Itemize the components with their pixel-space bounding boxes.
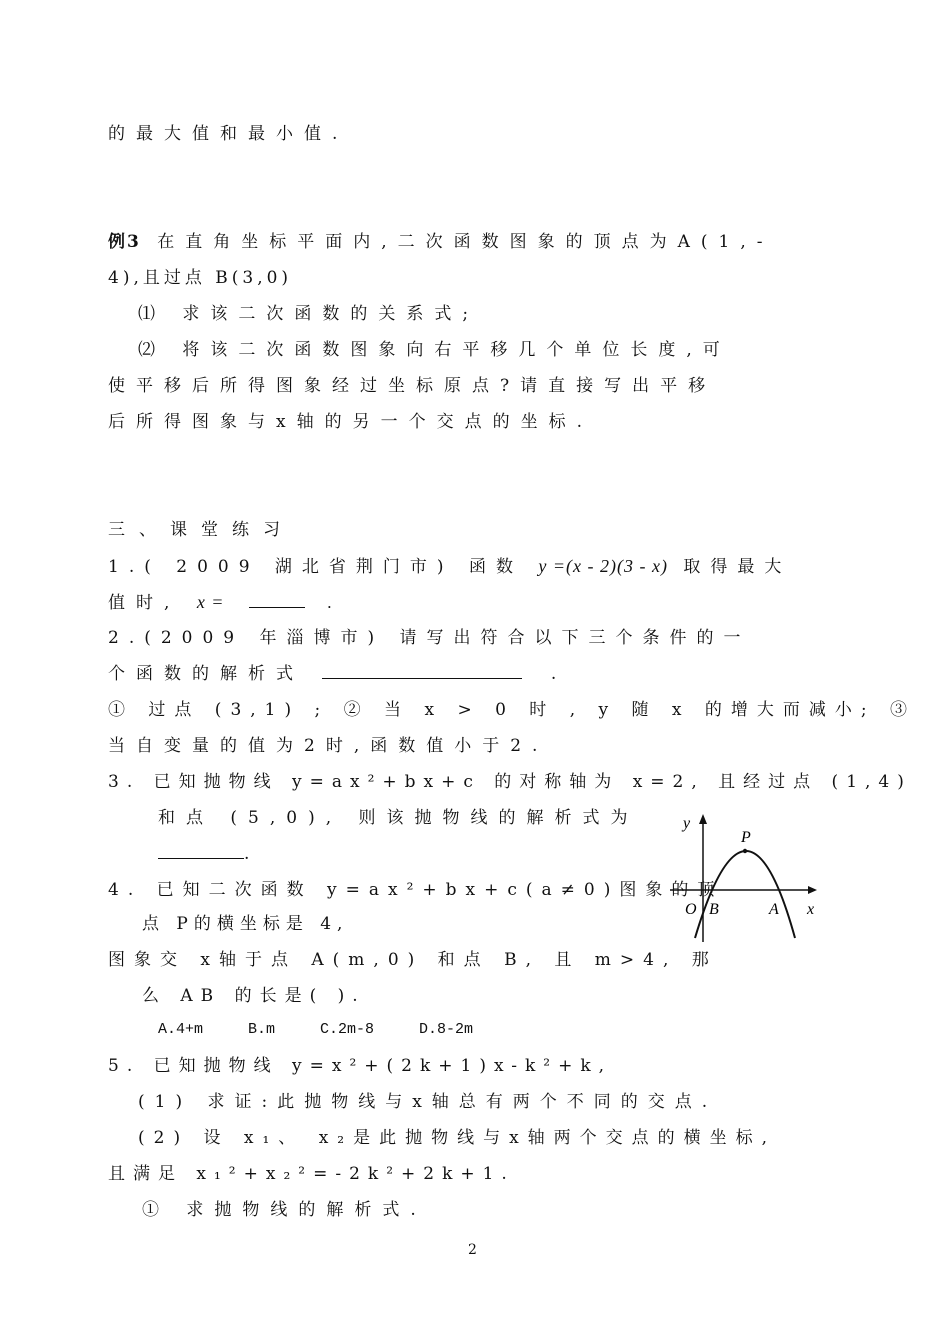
vertex-point xyxy=(743,849,747,853)
example-label: 例3 xyxy=(108,232,141,252)
exercise-4: 4. 已知二次函数 y=ax²+bx+c(a≠0)图象的顶 xyxy=(108,880,724,900)
text-segment: 值时, xyxy=(108,593,181,613)
text-segment: . xyxy=(550,664,568,684)
formula: x = xyxy=(196,592,225,612)
exercise-5: 5. 已知抛物线 y=x²+(2k+1)x-k²+k, xyxy=(108,1056,613,1076)
x-axis-label: x xyxy=(807,901,815,918)
text-line: 且满足 x₁²+x₂²=-2k²+2k+1. xyxy=(108,1164,515,1184)
exercise-2-cont xyxy=(108,664,567,684)
text-line: ⑵ 将该二次函数图象向右平移几个单位长度,可 xyxy=(138,340,731,360)
point-a-label: A xyxy=(769,901,779,918)
exercise-1-cont: 值时, x = . xyxy=(108,592,332,613)
origin-label: O xyxy=(685,901,697,918)
exercise-3: 3. 已知抛物线 y=ax²+bx+c 的对称轴为 x=2, 且经过点 (1,4) xyxy=(108,772,912,792)
text-segment: . xyxy=(244,844,261,864)
point-b-label: B xyxy=(709,901,719,918)
text-segment: 个函数的解析式 xyxy=(108,664,304,684)
parabola-curve xyxy=(695,851,795,938)
y-axis-label: y xyxy=(683,815,691,832)
text-segment: 取得最大 xyxy=(683,557,792,577)
text-line: 么 AB 的长是( ). xyxy=(142,986,366,1006)
text-line: 的最大值和最小值. xyxy=(108,124,349,144)
text-line: 和点 (5,0), 则该抛物线的解析式为 xyxy=(158,808,639,828)
text-line: ① 过点 (3,1) ; ② 当 x > 0 时 , y 随 x 的增大而减小; ③ xyxy=(108,700,917,720)
section-heading: 三、课堂练习 xyxy=(108,520,294,540)
page-number: 2 xyxy=(468,1242,477,1258)
choices: A.4+m B.m C.2m-8 D.8-2m xyxy=(158,1021,474,1038)
answer-blank xyxy=(322,664,522,679)
text-line: 在直角坐标平面内,二次函数图象的顶点为A(1,- xyxy=(157,232,774,252)
text-line: 图象交 x轴于点 A(m,0) 和点 B, 且 m>4, 那 xyxy=(108,950,718,970)
text-line: (2) 设 x₁、 x₂是此抛物线与x轴两个交点的横坐标, xyxy=(138,1128,777,1148)
text-line: (1) 求证:此抛物线与x轴总有两个不同的交点. xyxy=(138,1092,718,1112)
text-line: 使平移后所得图象经过坐标原点?请直接写出平移 xyxy=(108,376,717,396)
text-segment: 1.( 2009 湖北省荆门市) 函数 xyxy=(108,557,523,577)
point-p-label: P xyxy=(741,829,751,846)
exercise-3-answer xyxy=(158,844,260,864)
formula: y =(x - 2)(3 - x) xyxy=(538,556,668,576)
exercise-1 xyxy=(108,556,791,577)
text-line: ⑴ 求该二次函数的关系式; xyxy=(138,304,480,324)
x-axis-arrow xyxy=(808,886,817,894)
answer-blank xyxy=(158,844,244,859)
y-axis-arrow xyxy=(699,814,707,824)
text-line: 当自变量的值为2时,函数值小于2. xyxy=(108,736,549,756)
example-3-heading xyxy=(108,232,774,252)
text-line: ① 求抛物线的解析式. xyxy=(142,1200,427,1220)
exercise-2: 2.(2009 年淄博市) 请写出符合以下三个条件的一 xyxy=(108,628,751,648)
text-line: 点 P的横坐标是 4, xyxy=(142,914,349,934)
parabola-figure xyxy=(665,810,825,950)
text-line: 4),且过点 B(3,0) xyxy=(108,268,293,288)
answer-blank xyxy=(249,593,305,608)
text-line: 后所得图象与x轴的另一个交点的坐标. xyxy=(108,412,593,432)
